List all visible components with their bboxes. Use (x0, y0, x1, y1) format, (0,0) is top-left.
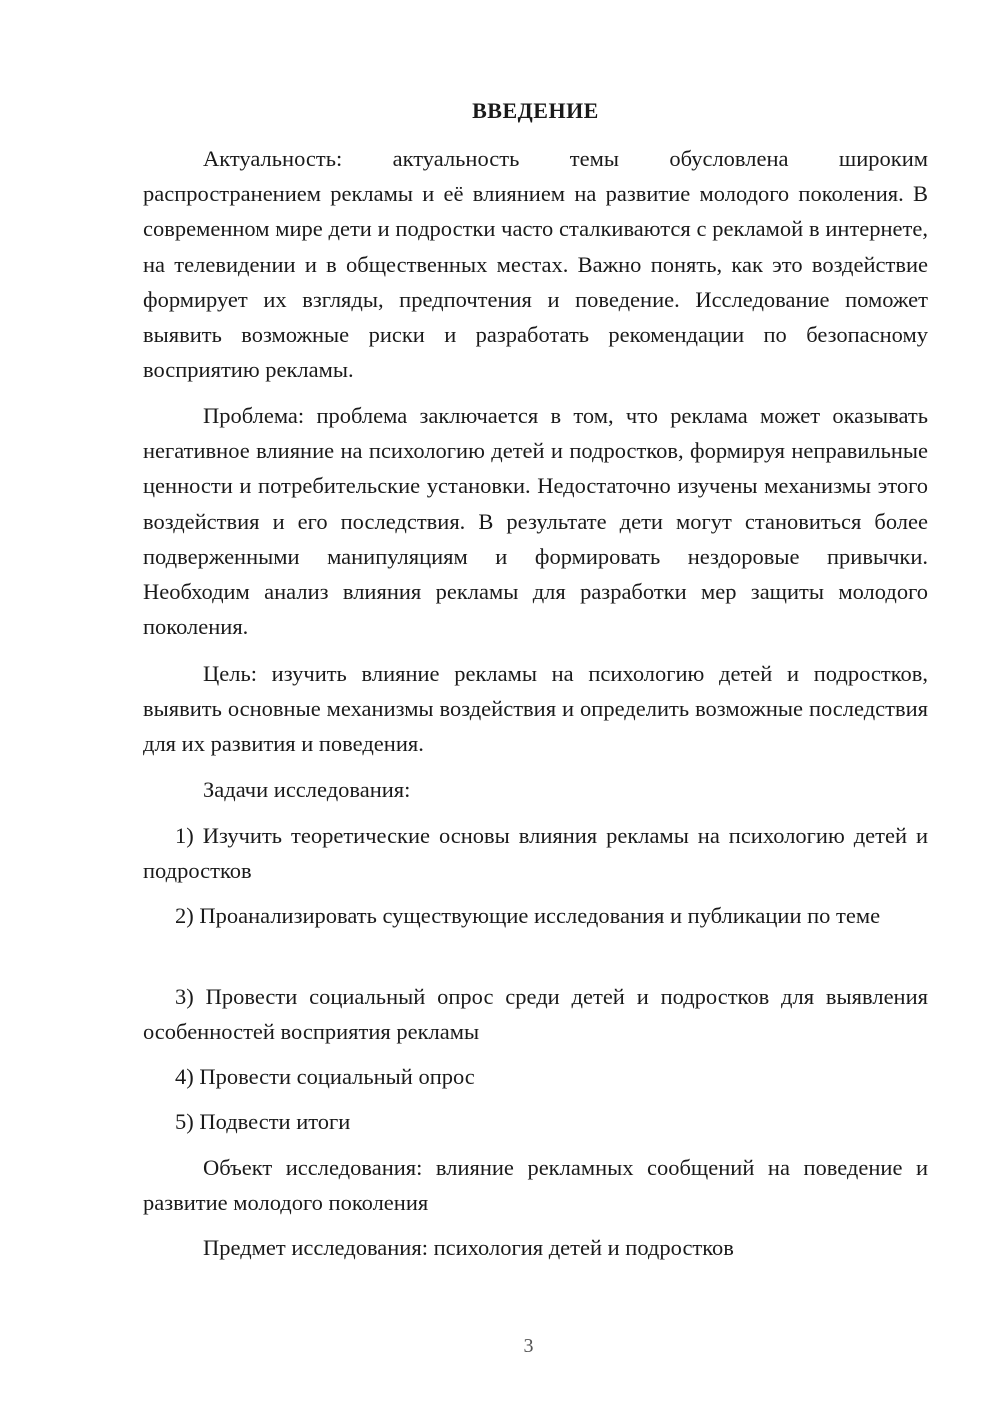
task-item-4: 4) Провести социальный опрос (175, 1064, 475, 1089)
task-item-5: 5) Подвести итоги (175, 1109, 351, 1134)
research-subject-paragraph: Предмет исследования: психология детей и подростков (203, 1235, 734, 1260)
problem-paragraph: Проблема: проблема заключается в том, что реклама может оказывать негативное влияние на психологию детей и подростков, формируя неправильные ценности и потребительские установки. Недостаточно изучены механизмы этого воздействия и его последствия. В результате дети могут становиться более подверженными манипуляциям и формировать нездоровые привычки. Необходим анализ влияния рекламы для разработки мер защиты молодого поколения. (143, 403, 928, 640)
tasks-heading: Задачи исследования: (203, 777, 411, 802)
research-object-paragraph: Объект исследования: влияние рекламных сообщений на поведение и развитие молодого поколения (143, 1155, 928, 1216)
task-item-2: 2) Проанализировать существующие исследования и публикации по теме (175, 903, 881, 928)
page-number: 3 (523, 1335, 534, 1357)
task-item-3: 3) Провести социальный опрос среди детей и подростков для выявления особенностей восприятия рекламы (143, 984, 928, 1045)
task-item-1: 1) Изучить теоретические основы влияния рекламы на психологию детей и подростков (143, 823, 928, 884)
section-title: ВВЕДЕНИЕ (472, 98, 599, 123)
document-page (143, 0, 928, 1414)
goal-paragraph: Цель: изучить влияние рекламы на психологию детей и подростков, выявить основные механизмы воздействия и определить возможные последствия для их развития и поведения. (143, 661, 928, 757)
relevance-paragraph: Актуальность: актуальность темы обусловлена широким распространением рекламы и её влиянием на развитие молодого поколения. В современном мире дети и подростки часто сталкиваются с рекламой в интернете, на телевидении и в общественных местах. Важно понять, как это воздействие формирует их взгляды, предпочтения и поведение. Исследование поможет выявить возможные риски и разработать рекомендации по безопасному восприятию рекламы. (143, 146, 928, 383)
